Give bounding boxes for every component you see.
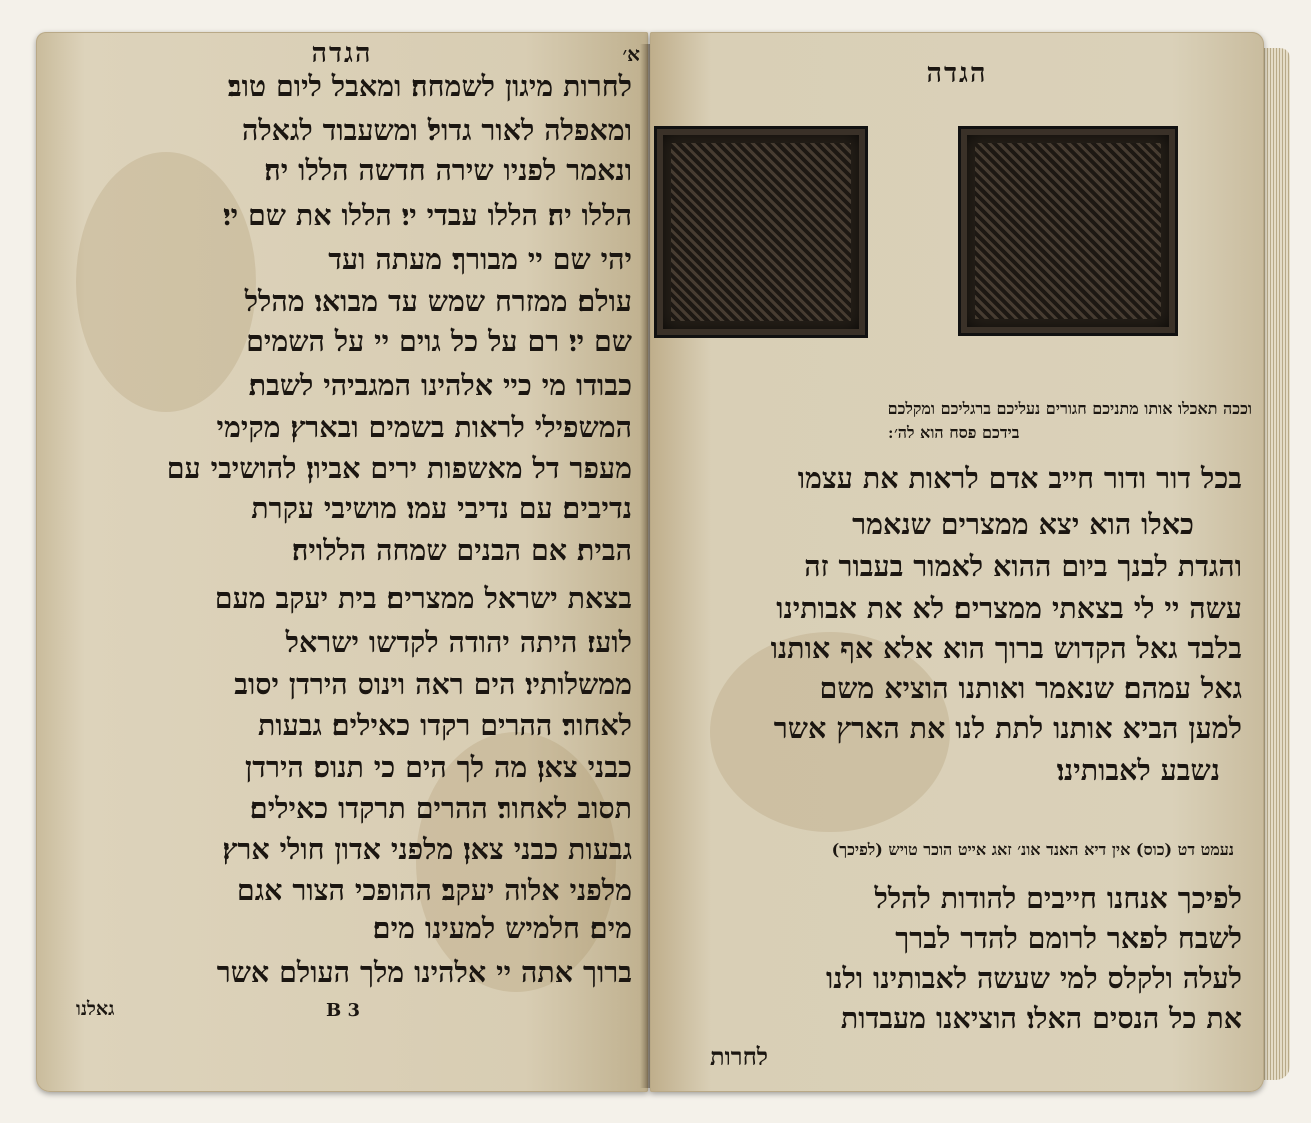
text-line: ברוך אתה יי אלהינו מלך העולם אשר (216, 955, 632, 989)
text-line: בצאת ישראל ממצרים׃ בית יעקב מעם (214, 581, 632, 615)
text-line: ממשלותיו׃ הים ראה וינוס הירדן יסוב (234, 667, 632, 701)
left-page (36, 32, 648, 1092)
text-line: כבודו מי כיי אלהינו המגביהי לשבת׃ (248, 368, 632, 402)
open-book (22, 14, 1290, 1104)
catchword: לחרות (710, 1042, 768, 1071)
text-line: מעפר דל מאשפות ירים אביון׃ להושיבי עם (166, 451, 632, 485)
text-line: מלפני אלוה יעקב׃ ההופכי הצור אגם (236, 873, 632, 907)
text-line: גבעות כבני צאן׃ מלפני אדון חולי ארץ׃ (222, 832, 632, 866)
text-line: עשה יי לי בצאתי ממצרים׃ לא את אבותינו (776, 591, 1242, 625)
text-line: בלבד גאל הקדוש ברוך הוא אלא אף אותנו (770, 631, 1242, 665)
text-line: לפיכך אנחנו חייבים להודות להלל (874, 881, 1242, 915)
instruction-line: נעמט דט (כוס) אין דיא האנד אונ׳ זאג אייט הוכר טויש (לפיכך) (831, 840, 1234, 859)
text-line: ונאמר לפניו שירה חדשה הללו יה׃ (264, 153, 632, 187)
text-line: לאחור׃ ההרים רקדו כאילים׃ גבעות (257, 708, 632, 742)
text-line: נדיבים׃ עם נדיבי עמו׃ מושיבי עקרת (251, 491, 632, 525)
folio-number: א׳ (622, 42, 640, 66)
caption-line: בידכם פסח הוא לה׳ ׃ (888, 423, 1020, 442)
text-line: גאל עמהם׃ שנאמר ואותנו הוציא משם (819, 671, 1242, 705)
text-line: נשבע לאבותינו׃ (1056, 753, 1220, 787)
text-line: הללו יה׃ הללו עבדי יי׃ הללו את שם יי׃ (223, 198, 632, 232)
text-line: שם יי׃ רם על כל גוים יי על השמים (246, 324, 632, 358)
page-header: הגדה (311, 38, 373, 69)
text-line: יהי שם יי מבורך׃ מעתה ועד (328, 242, 632, 276)
text-line: לחרות מיגון לשמחה׃ ומאבל ליום טוב׃ (227, 69, 632, 103)
text-line: את כל הנסים האלו׃ הוציאנו מעבדות (840, 1001, 1242, 1035)
catchword: גאלנו (76, 998, 115, 1020)
text-line: תסוב לאחור׃ ההרים תרקדו כאילים׃ (249, 791, 632, 825)
text-line: מים׃ חלמיש למעינו מים׃ (372, 911, 632, 945)
text-line: המשפילי לראות בשמים ובארץ׃ מקימי (216, 410, 632, 444)
text-line: לעלה ולקלס למי שעשה לאבותינו ולנו (825, 961, 1242, 995)
right-page (650, 32, 1264, 1092)
woodcut-image (958, 126, 1178, 336)
signature-mark: B 3 (326, 1000, 361, 1021)
text-line: לשבח לפאר לרומם להדר לברך (895, 921, 1242, 955)
caption-line: וככה תאכלו אותו מתניכם חגורים נעליכם ברגליכם ומקלכם (887, 399, 1252, 418)
text-line: ומאפלה לאור גדול׃ ומשעבוד לגאלה (241, 113, 632, 147)
woodcut-image (654, 126, 868, 338)
text-line: והגדת לבנך ביום ההוא לאמור בעבור זה (804, 549, 1242, 583)
text-line: בכל דור ודור חייב אדם לראות את עצמו (797, 461, 1242, 495)
text-line: עולם׃ ממזרח שמש עד מבואו׃ מהלל (244, 284, 632, 318)
page-header: הגדה (926, 58, 988, 89)
text-line: כאלו הוא יצא ממצרים שנאמר (852, 507, 1194, 541)
text-line: הבית׃ אם הבנים שמחה הללויה׃ (292, 533, 632, 567)
page-edges (1262, 48, 1290, 1080)
text-line: כבני צאן׃ מה לך הים כי תנוס׃ הירדן (244, 750, 632, 784)
text-line: לועז׃ היתה יהודה לקדשו ישראל (285, 625, 632, 659)
text-line: למען הביא אותנו לתת לנו את הארץ אשר (773, 711, 1242, 745)
